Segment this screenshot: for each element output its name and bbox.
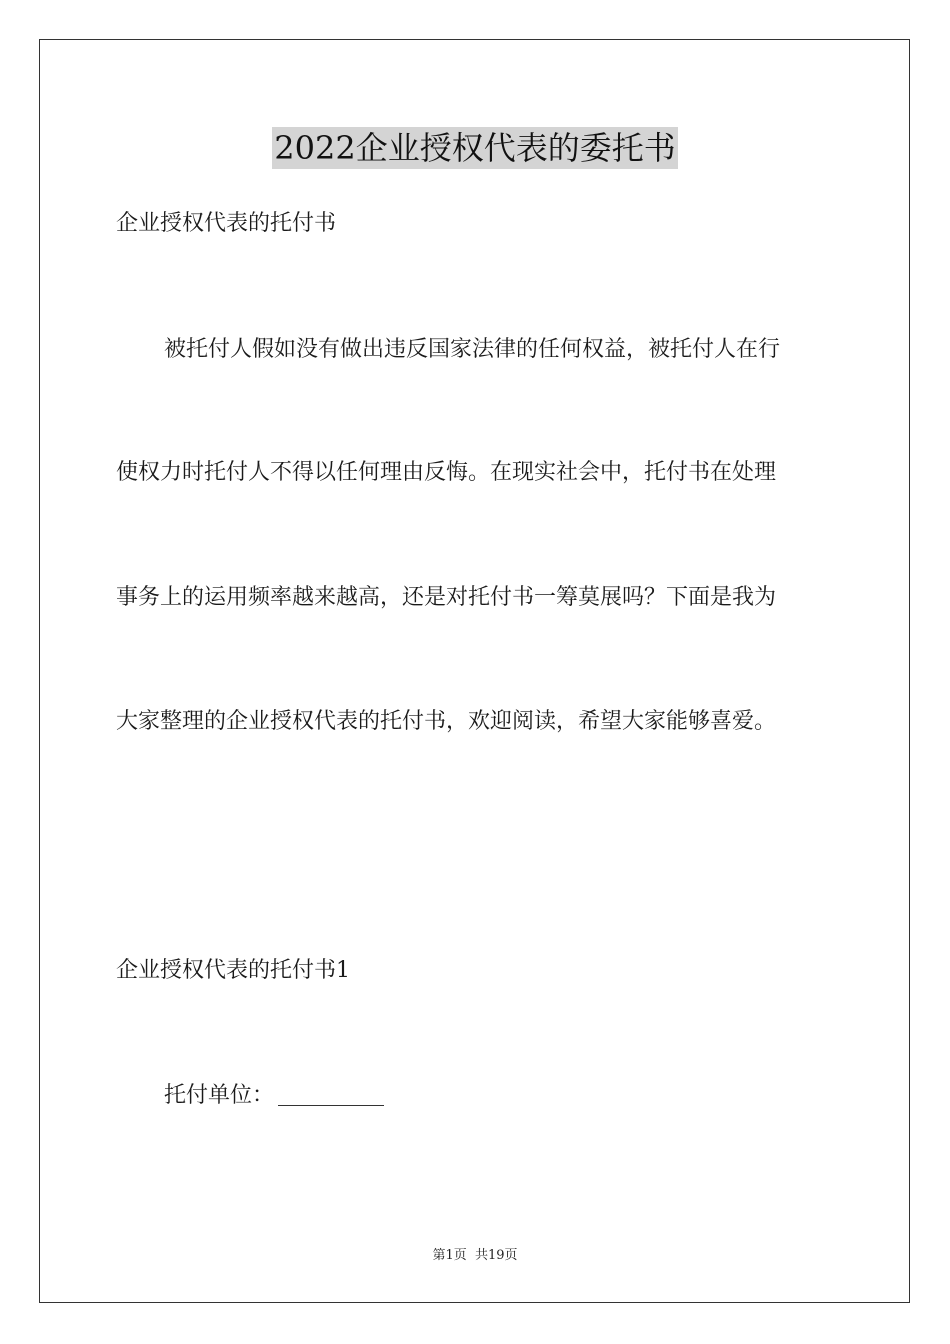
document-title: 2022企业授权代表的委托书	[274, 129, 676, 167]
page-number: 第1页	[432, 1248, 467, 1263]
page-footer	[0, 1247, 950, 1265]
intro-line-4: 大家整理的企业授权代表的托付书，欢迎阅读，希望大家能够喜爱。	[116, 709, 777, 734]
document-subtitle: 企业授权代表的托付书	[116, 211, 337, 236]
intro-line-2: 使权力时托付人不得以任何理由反悔。在现实社会中，托付书在处理	[116, 460, 777, 485]
field-row	[164, 1081, 384, 1111]
section-heading: 企业授权代表的托付书1	[116, 958, 350, 983]
intro-line-1: 被托付人假如没有做出违反国家法律的任何权益，被托付人在行	[164, 337, 781, 362]
title-container	[0, 127, 950, 169]
field-label: 托付单位：	[164, 1083, 275, 1108]
page-total: 共19页	[474, 1248, 518, 1263]
fill-in-blank	[278, 1083, 384, 1106]
intro-line-3: 事务上的运用频率越来越高，还是对托付书一筹莫展吗？下面是我为	[116, 585, 777, 610]
